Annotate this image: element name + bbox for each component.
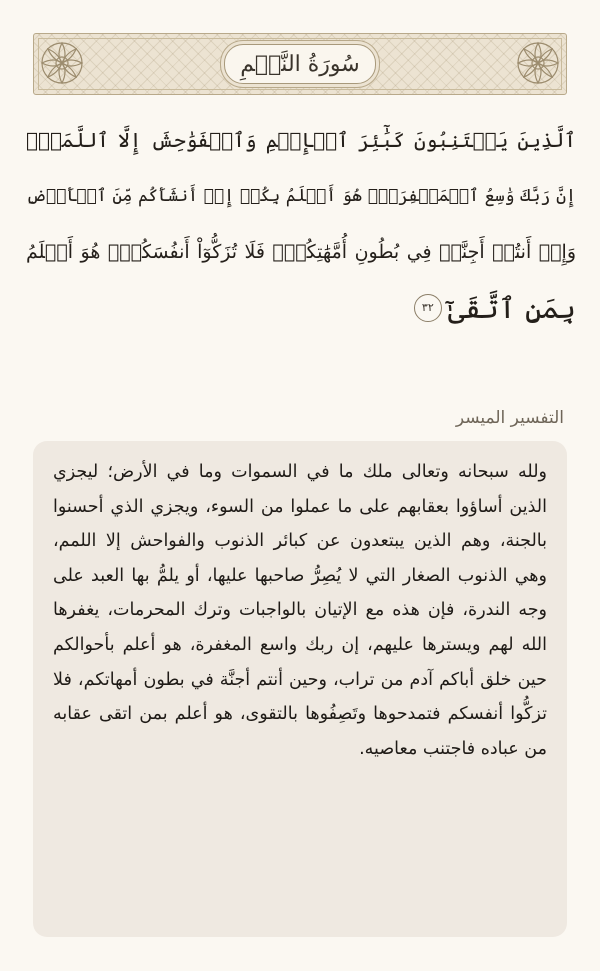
ayah-number-marker: ٣٢ [414, 294, 442, 322]
surah-name-cartouche [224, 44, 376, 84]
rosette-ornament-icon [516, 41, 560, 85]
tafsir-card [33, 441, 567, 937]
verse-line: وَإِذۡ أَنتُمۡ أَجِنَّةٞ فِي بُطُونِ أُمَّهَٰتِكُمۡۖ فَلَا تُزَكُّوٓاْ أَنفُسَكُمۡۖ هُوَ أَعۡلَمُ [26, 241, 576, 263]
rosette-ornament-icon [40, 41, 84, 85]
verse-text[interactable] [26, 112, 576, 336]
verse-line-last [26, 280, 576, 336]
tafsir-text: ولله سبحانه وتعالى ملك ما في السموات وما في الأرض؛ ليجزي الذين أساؤوا بعقابهم على ما عملوا من السوء، ويجزي الذي أحسنوا بالجنة، وهم الذين يبتعدون عن كبائر الذنوب والفواحش إلا اللمم، وهي الذنوب الصغار التي لا يُصِرُّ صاحبها عليها، أو يلمُّ بها العبد على وجه الندرة، فإن هذه مع الإتيان بالواجبات وترك المحرمات، يغفرها الله لهم ويسترها عليهم، إن ربك واسع المغفرة، هو أعلم بأحوالكم حين خلق أباكم آدم من تراب، وحين أنتم أجنَّة في بطون أمهاتكم، فلا تزكُّوا أنفسكم فتمدحوها وتَصِفُوها بالتقوى، هو أعلم بمن اتقى عقابه من عباده فاجتنب معاصيه. [53, 462, 547, 759]
surah-header-banner [33, 33, 567, 95]
verse-line: ٱلَّذِينَ يَجۡتَنِبُونَ كَبَٰٓئِرَ ٱلۡإِثۡمِ وَٱلۡفَوَٰحِشَ إِلَّا ٱللَّمَمَۚ [26, 128, 576, 152]
verse-line-text: بِمَنِ ٱتَّقَىٰٓ [447, 291, 576, 325]
verse-line: إِنَّ رَبَّكَ وَٰسِعُ ٱلۡمَغۡفِرَةِۚ هُوَ أَعۡلَمُ بِكُمۡ إِذۡ أَنشَأَكُم مِّنَ ٱلۡأَرۡضِ [26, 186, 576, 206]
tafsir-title: التفسير الميسر [455, 408, 564, 428]
surah-name: سُورَةُ النَّجۡمِ [240, 51, 360, 77]
